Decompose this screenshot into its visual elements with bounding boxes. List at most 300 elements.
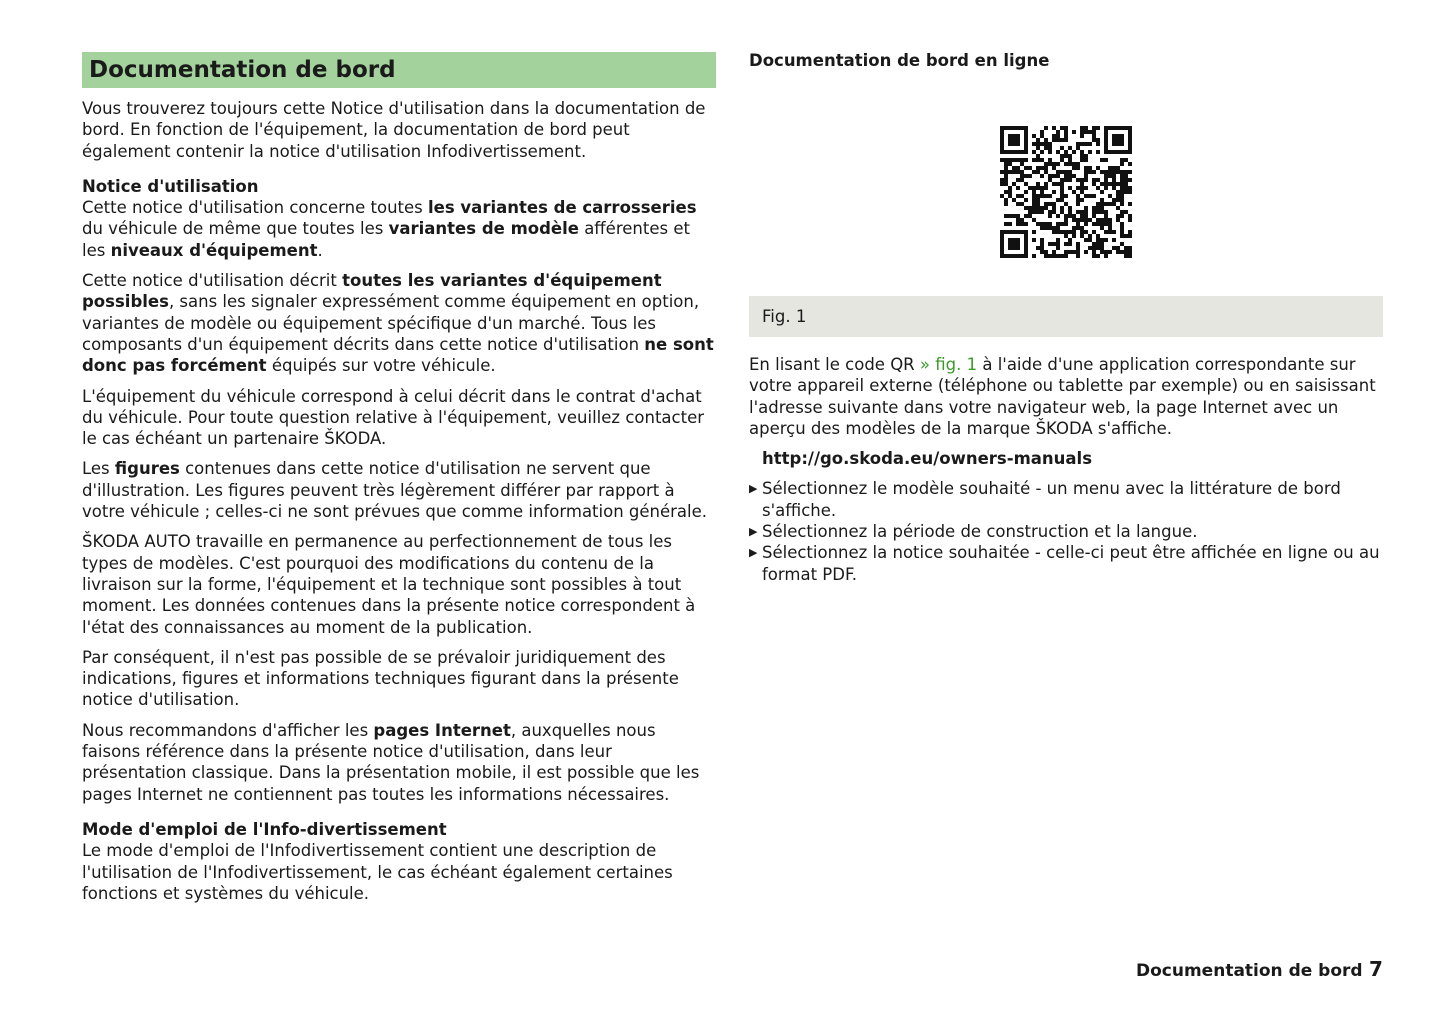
- qr-module: [1020, 254, 1024, 258]
- qr-module: [1044, 146, 1048, 150]
- left-column: [82, 52, 716, 913]
- qr-module: [1120, 150, 1124, 154]
- qr-module: [1096, 186, 1100, 190]
- qr-module: [1064, 194, 1068, 198]
- qr-module: [1004, 174, 1008, 178]
- qr-module: [1016, 138, 1020, 142]
- qr-module: [1076, 226, 1080, 230]
- qr-module: [1052, 182, 1056, 186]
- qr-module: [1080, 178, 1084, 182]
- qr-module: [1012, 242, 1016, 246]
- qr-module: [1128, 138, 1132, 142]
- qr-module: [1100, 246, 1104, 250]
- qr-module: [1032, 158, 1036, 162]
- qr-module: [1004, 222, 1008, 226]
- qr-module: [1108, 230, 1112, 234]
- qr-module: [1012, 170, 1016, 174]
- qr-module: [1104, 238, 1108, 242]
- qr-module: [1100, 238, 1104, 242]
- qr-module: [1112, 174, 1116, 178]
- qr-module: [1072, 166, 1076, 170]
- qr-module: [1072, 130, 1076, 134]
- qr-module: [1120, 194, 1124, 198]
- qr-module: [1068, 214, 1072, 218]
- qr-module: [1080, 134, 1084, 138]
- text-run: , auxquelles nous faisons référence dans la présente notice d'utilisation, dans leur présentation classique. Dans la présentation mobile, il est possible que les pages Internet ne contiennent pas toutes les informations nécessaires.: [82, 720, 700, 804]
- qr-module: [1032, 198, 1036, 202]
- qr-module: [1072, 250, 1076, 254]
- qr-module: [1128, 234, 1132, 238]
- qr-module: [1036, 186, 1040, 190]
- qr-module: [1064, 222, 1068, 226]
- qr-module: [1056, 242, 1060, 246]
- qr-module: [1052, 230, 1056, 234]
- qr-module: [1088, 150, 1092, 154]
- qr-module: [1048, 142, 1052, 146]
- qr-module: [1012, 134, 1016, 138]
- qr-module: [1000, 250, 1004, 254]
- qr-module: [1104, 158, 1108, 162]
- qr-module: [1088, 194, 1092, 198]
- qr-module: [1048, 150, 1052, 154]
- qr-module: [1052, 134, 1056, 138]
- qr-module: [1056, 226, 1060, 230]
- qr-module: [1120, 242, 1124, 246]
- qr-module: [1080, 214, 1084, 218]
- qr-module: [1004, 150, 1008, 154]
- qr-module: [1064, 202, 1068, 206]
- qr-module: [1052, 210, 1056, 214]
- qr-module: [1124, 170, 1128, 174]
- qr-module: [1048, 254, 1052, 258]
- qr-module: [1080, 186, 1084, 190]
- skoda-auto-paragraph: ŠKODA AUTO travaille en permanence au perfectionnement de tous les types de modèles. C'est pourquoi des modifications du contenu de la livraison sur la forme, l'équipement et la technique sont possibles à tout moment. Les données contenues dans la présente notice correspondent à l'état des connaissances au moment de la publication.: [82, 532, 696, 637]
- qr-module: [1020, 202, 1024, 206]
- qr-module: [1064, 178, 1068, 182]
- qr-module: [1072, 234, 1076, 238]
- qr-module: [1016, 166, 1020, 170]
- qr-module: [1116, 246, 1120, 250]
- qr-module: [1020, 194, 1024, 198]
- qr-module: [1080, 142, 1084, 146]
- qr-module: [1120, 138, 1124, 142]
- qr-module: [1040, 174, 1044, 178]
- qr-module: [1076, 242, 1080, 246]
- qr-module: [1092, 134, 1096, 138]
- qr-module: [1044, 162, 1048, 166]
- qr-module: [1072, 162, 1076, 166]
- qr-module: [1092, 214, 1096, 218]
- qr-module: [1072, 230, 1076, 234]
- qr-module: [1084, 214, 1088, 218]
- qr-module: [1092, 194, 1096, 198]
- qr-module: [1120, 178, 1124, 182]
- qr-module: [1108, 150, 1112, 154]
- qr-module: [1020, 230, 1024, 234]
- qr-module: [1060, 138, 1064, 142]
- qr-module: [1092, 130, 1096, 134]
- qr-module: [1044, 186, 1048, 190]
- qr-module: [1080, 154, 1084, 158]
- qr-module: [1112, 138, 1116, 142]
- qr-module: [1012, 230, 1016, 234]
- qr-module: [1128, 146, 1132, 150]
- qr-module: [1116, 166, 1120, 170]
- qr-module: [1080, 182, 1084, 186]
- qr-module: [1000, 194, 1004, 198]
- qr-module: [1056, 134, 1060, 138]
- qr-module: [1100, 206, 1104, 210]
- qr-module: [1040, 130, 1044, 134]
- qr-module: [1056, 150, 1060, 154]
- qr-module: [1060, 222, 1064, 226]
- qr-module: [1000, 170, 1004, 174]
- qr-module: [1024, 166, 1028, 170]
- qr-module: [1068, 146, 1072, 150]
- qr-module: [1024, 254, 1028, 258]
- qr-module: [1012, 142, 1016, 146]
- qr-module: [1128, 250, 1132, 254]
- qr-module: [1076, 254, 1080, 258]
- qr-module: [1120, 162, 1124, 166]
- qr-module: [1004, 254, 1008, 258]
- qr-module: [1060, 178, 1064, 182]
- qr-module: [1056, 214, 1060, 218]
- qr-module: [1000, 230, 1004, 234]
- qr-module: [1080, 230, 1084, 234]
- qr-module: [1100, 250, 1104, 254]
- qr-module: [1040, 158, 1044, 162]
- qr-module: [1076, 250, 1080, 254]
- qr-module: [1004, 198, 1008, 202]
- qr-module: [1104, 174, 1108, 178]
- qr-module: [1052, 166, 1056, 170]
- qr-module: [1064, 174, 1068, 178]
- qr-module: [1040, 186, 1044, 190]
- qr-module: [1036, 222, 1040, 226]
- qr-module: [1000, 182, 1004, 186]
- qr-module: [1072, 150, 1076, 154]
- variants-paragraph: [82, 270, 716, 376]
- qr-module: [1016, 194, 1020, 198]
- qr-module: [1064, 162, 1068, 166]
- qr-module: [1124, 254, 1128, 258]
- qr-module: [1120, 210, 1124, 214]
- qr-module: [1056, 130, 1060, 134]
- step-text: Sélectionnez la période de construction et la langue.: [762, 522, 1198, 542]
- qr-module: [1044, 202, 1048, 206]
- qr-module: [1084, 166, 1088, 170]
- qr-module: [1084, 142, 1088, 146]
- qr-module: [1032, 186, 1036, 190]
- qr-module: [1088, 170, 1092, 174]
- qr-module: [1060, 194, 1064, 198]
- qr-module: [1016, 202, 1020, 206]
- qr-module: [1072, 226, 1076, 230]
- right-triangle-icon: ▶: [749, 482, 758, 496]
- qr-module: [1096, 254, 1100, 258]
- qr-module: [1108, 174, 1112, 178]
- qr-module: [1052, 202, 1056, 206]
- qr-module: [1060, 146, 1064, 150]
- qr-module: [1112, 246, 1116, 250]
- qr-module: [1108, 218, 1112, 222]
- notice-heading: Notice d'utilisation: [82, 176, 259, 196]
- qr-module: [1024, 146, 1028, 150]
- qr-module: [1044, 206, 1048, 210]
- qr-module: [1120, 126, 1124, 130]
- qr-module: [1124, 158, 1128, 162]
- qr-module: [1120, 186, 1124, 190]
- qr-module: [1084, 186, 1088, 190]
- qr-module: [1032, 218, 1036, 222]
- qr-module: [1064, 170, 1068, 174]
- qr-module: [1120, 190, 1124, 194]
- qr-module: [1052, 254, 1056, 258]
- qr-module: [1044, 194, 1048, 198]
- qr-module: [1092, 170, 1096, 174]
- qr-module: [1004, 190, 1008, 194]
- qr-module: [1092, 242, 1096, 246]
- qr-module: [1092, 230, 1096, 234]
- qr-module: [1008, 190, 1012, 194]
- qr-module: [1076, 162, 1080, 166]
- qr-module: [1004, 126, 1008, 130]
- qr-module: [1100, 202, 1104, 206]
- qr-module: [1024, 198, 1028, 202]
- qr-module: [1096, 150, 1100, 154]
- qr-module: [1020, 158, 1024, 162]
- qr-module: [1072, 174, 1076, 178]
- qr-module: [1072, 214, 1076, 218]
- qr-module: [1064, 154, 1068, 158]
- text-run: afférentes et les: [82, 219, 690, 260]
- qr-module: [1024, 242, 1028, 246]
- qr-module: [1036, 138, 1040, 142]
- text-run: , sans les signaler expressément comme équipement en option, variantes de modèle ou équipement spécifique d'un marché. Tous les composants d'un équipement décrits dans cette notice d'utilisation: [82, 292, 700, 354]
- qr-module: [1040, 210, 1044, 214]
- qr-module: [1020, 170, 1024, 174]
- qr-module: [1032, 194, 1036, 198]
- qr-module: [1120, 202, 1124, 206]
- qr-module: [1028, 166, 1032, 170]
- qr-module: [1076, 198, 1080, 202]
- text-run: du véhicule de même que toutes les: [82, 219, 389, 239]
- qr-module: [1124, 190, 1128, 194]
- qr-module: [1104, 218, 1108, 222]
- qr-module: [1112, 182, 1116, 186]
- qr-module: [1104, 186, 1108, 190]
- qr-module: [1064, 230, 1068, 234]
- qr-module: [1088, 166, 1092, 170]
- qr-module: [1024, 222, 1028, 226]
- qr-module: [1008, 214, 1012, 218]
- qr-module: [1068, 238, 1072, 242]
- qr-module: [1012, 158, 1016, 162]
- qr-module: [1008, 186, 1012, 190]
- qr-module: [1016, 186, 1020, 190]
- qr-module: [1036, 142, 1040, 146]
- qr-module: [1068, 186, 1072, 190]
- qr-module: [1092, 222, 1096, 226]
- qr-module: [1064, 234, 1068, 238]
- right-column: [749, 48, 1383, 585]
- qr-module: [1064, 218, 1068, 222]
- qr-module: [1104, 178, 1108, 182]
- owners-manuals-url[interactable]: http://go.skoda.eu/owners-manuals: [762, 449, 1093, 469]
- qr-module: [1092, 206, 1096, 210]
- qr-module: [1120, 230, 1124, 234]
- qr-module: [1096, 238, 1100, 242]
- qr-module: [1024, 126, 1028, 130]
- qr-module: [1024, 238, 1028, 242]
- qr-module: [1128, 150, 1132, 154]
- figure-link[interactable]: » fig. 1: [919, 355, 978, 374]
- qr-module: [1004, 214, 1008, 218]
- qr-module: [1008, 246, 1012, 250]
- online-doc-heading: Documentation de bord en ligne: [749, 51, 1050, 70]
- qr-module: [1088, 130, 1092, 134]
- qr-module: [1008, 222, 1012, 226]
- bold-run: figures: [114, 459, 180, 479]
- text-run: En lisant le code QR: [749, 355, 920, 374]
- qr-module: [1068, 158, 1072, 162]
- qr-module: [1112, 134, 1116, 138]
- qr-module: [1100, 222, 1104, 226]
- qr-module: [1016, 158, 1020, 162]
- qr-module: [1112, 202, 1116, 206]
- qr-module: [1108, 166, 1112, 170]
- qr-module: [1120, 222, 1124, 226]
- qr-module: [1000, 138, 1004, 142]
- qr-module: [1024, 214, 1028, 218]
- qr-module: [1040, 226, 1044, 230]
- qr-module: [1020, 126, 1024, 130]
- page-number: 7: [1369, 957, 1383, 981]
- qr-module: [1124, 174, 1128, 178]
- qr-module: [1040, 142, 1044, 146]
- qr-module: [1056, 254, 1060, 258]
- qr-module: [1116, 150, 1120, 154]
- qr-module: [1024, 174, 1028, 178]
- qr-module: [1116, 142, 1120, 146]
- qr-module: [1052, 206, 1056, 210]
- qr-module: [1128, 142, 1132, 146]
- qr-module: [1104, 202, 1108, 206]
- qr-module: [1008, 126, 1012, 130]
- qr-module: [1004, 162, 1008, 166]
- infotainment-heading: Mode d'emploi de l'Info-divertissement: [82, 819, 447, 839]
- qr-module: [1060, 198, 1064, 202]
- qr-module: [1036, 154, 1040, 158]
- qr-module: [1096, 242, 1100, 246]
- qr-module: [1120, 226, 1124, 230]
- qr-module: [1016, 214, 1020, 218]
- qr-module: [1108, 222, 1112, 226]
- qr-module: [1024, 158, 1028, 162]
- qr-module: [1092, 254, 1096, 258]
- qr-module: [1104, 146, 1108, 150]
- qr-module: [1016, 150, 1020, 154]
- qr-module: [1068, 206, 1072, 210]
- qr-module: [1080, 126, 1084, 130]
- qr-module: [1124, 210, 1128, 214]
- qr-module: [1096, 246, 1100, 250]
- qr-module: [1068, 242, 1072, 246]
- qr-module: [1020, 222, 1024, 226]
- qr-module: [1016, 142, 1020, 146]
- qr-module: [1128, 230, 1132, 234]
- list-item: [749, 478, 1383, 521]
- qr-module: [1084, 194, 1088, 198]
- internet-pages-paragraph: [82, 720, 716, 805]
- qr-module: [1036, 166, 1040, 170]
- qr-module: [1056, 138, 1060, 142]
- qr-module: [1040, 250, 1044, 254]
- qr-module: [1020, 150, 1024, 154]
- qr-module: [1120, 174, 1124, 178]
- qr-module: [1104, 230, 1108, 234]
- qr-module: [1120, 214, 1124, 218]
- text-run: Cette notice d'utilisation concerne toutes: [82, 198, 429, 218]
- qr-module: [1008, 162, 1012, 166]
- qr-module: [1044, 142, 1048, 146]
- bold-run: ne sont donc pas forcément: [82, 334, 714, 376]
- qr-module: [1020, 174, 1024, 178]
- qr-module: [1084, 170, 1088, 174]
- qr-module: [1104, 138, 1108, 142]
- qr-module: [1100, 158, 1104, 162]
- qr-module: [1128, 218, 1132, 222]
- qr-module: [1112, 230, 1116, 234]
- qr-module: [1012, 126, 1016, 130]
- qr-module: [1084, 154, 1088, 158]
- qr-module: [1024, 206, 1028, 210]
- qr-module: [1116, 190, 1120, 194]
- qr-module: [1000, 242, 1004, 246]
- qr-module: [1076, 194, 1080, 198]
- qr-module: [1012, 254, 1016, 258]
- section-title: Documentation de bord: [82, 52, 716, 88]
- qr-module: [1000, 234, 1004, 238]
- text-run: Le mode d'emploi de l'Infodivertissement contient une description de l'utilisation de l'Infodivertissement, le cas échéant également certaines fonctions et systèmes du véhicule.: [82, 841, 673, 903]
- qr-module: [1032, 150, 1036, 154]
- qr-module: [1124, 178, 1128, 182]
- qr-module: [1108, 170, 1112, 174]
- qr-code-graphic: [1000, 126, 1132, 258]
- qr-module: [1092, 250, 1096, 254]
- qr-module: [1032, 202, 1036, 206]
- qr-module: [1056, 162, 1060, 166]
- qr-module: [1032, 206, 1036, 210]
- qr-module: [1048, 210, 1052, 214]
- qr-module: [1104, 210, 1108, 214]
- qr-module: [1064, 138, 1068, 142]
- qr-module: [1000, 246, 1004, 250]
- qr-module: [1060, 230, 1064, 234]
- qr-module: [1072, 190, 1076, 194]
- qr-module: [1100, 190, 1104, 194]
- qr-module: [1124, 186, 1128, 190]
- qr-module: [1052, 250, 1056, 254]
- qr-module: [1048, 242, 1052, 246]
- step-text: Sélectionnez le modèle souhaité - un menu avec la littérature de bord s'affiche.: [762, 479, 1341, 520]
- qr-module: [1112, 178, 1116, 182]
- qr-module: [1052, 242, 1056, 246]
- qr-module: [1076, 210, 1080, 214]
- qr-module: [1104, 214, 1108, 218]
- qr-module: [1032, 142, 1036, 146]
